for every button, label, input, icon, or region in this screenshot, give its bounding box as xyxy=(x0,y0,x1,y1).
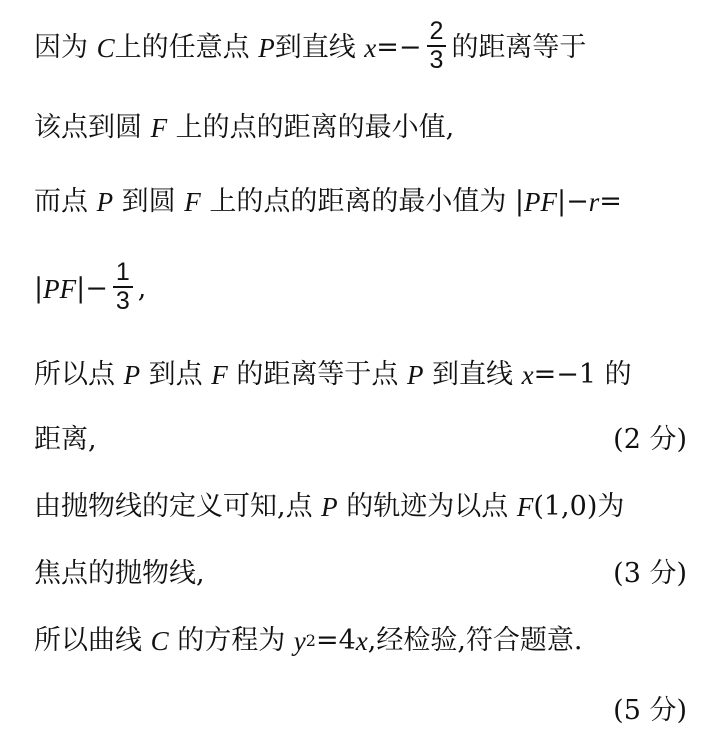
line-text: 的轨迹为以点 xyxy=(337,491,517,522)
fraction-denominator: 3 xyxy=(427,45,447,74)
math-variable: F xyxy=(150,113,168,143)
line-text: 由抛物线的定义可知,点 xyxy=(34,491,322,522)
math-variable: P xyxy=(123,360,141,390)
line-text: 上的点的距离的最小值为 | xyxy=(200,186,525,217)
math-operator: =− xyxy=(376,32,422,63)
math-variable: F xyxy=(184,187,201,217)
math-variable: x xyxy=(521,360,534,390)
line-text: 所以点 xyxy=(34,359,124,390)
fraction-denominator: 3 xyxy=(113,286,133,315)
text-line-3 xyxy=(34,185,687,219)
line-text: 到圆 xyxy=(113,186,185,217)
text-line-1 xyxy=(34,17,687,74)
line-text: 到点 xyxy=(140,359,212,390)
line-text: 到直线 xyxy=(274,32,365,63)
score-label: (5 分) xyxy=(613,695,687,726)
line-text: =−1 的 xyxy=(533,359,632,390)
text-line-9 xyxy=(34,624,687,658)
line-text: 该点到圆 xyxy=(34,112,151,143)
math-variable: PF xyxy=(524,187,558,217)
line-text: 上的点的距离的最小值, xyxy=(167,112,455,143)
line-text: 的距离等于点 xyxy=(227,359,407,390)
line-text: 而点 xyxy=(34,186,97,217)
line-text: 距离, xyxy=(34,424,97,455)
text-line-10 xyxy=(34,694,687,728)
math-exponent: 2 xyxy=(305,631,316,650)
line-text: 上的任意点 xyxy=(114,32,259,63)
score-label: (3 分) xyxy=(613,558,687,589)
math-operator: |− xyxy=(557,186,589,217)
line-text: 到直线 xyxy=(423,359,522,390)
math-variable: x xyxy=(364,33,377,63)
text-line-7 xyxy=(34,490,687,524)
math-variable: C xyxy=(150,626,169,656)
math-variable: P xyxy=(321,492,338,522)
fraction-numerator: 2 xyxy=(429,17,444,45)
math-operator: |− xyxy=(76,273,108,304)
line-text: 焦点的抛物线, xyxy=(34,558,205,589)
math-variable: P xyxy=(406,360,424,390)
math-variable: y xyxy=(293,626,306,656)
text-line-4 xyxy=(34,258,687,315)
math-variable: P xyxy=(258,33,275,63)
text-line-2 xyxy=(34,111,687,145)
line-text: 因为 xyxy=(34,32,97,63)
math-variable: F xyxy=(211,360,228,390)
line-text: 的方程为 xyxy=(168,625,294,656)
line-text: (1,0)为 xyxy=(533,491,625,522)
fraction xyxy=(427,18,447,74)
text-line-5 xyxy=(34,358,687,392)
fraction xyxy=(113,259,133,315)
math-operator: = xyxy=(599,186,622,217)
line-text: , xyxy=(137,273,147,304)
line-text: 的距离等于 xyxy=(451,32,587,63)
math-variable: F xyxy=(516,492,534,522)
math-operator: | xyxy=(34,273,44,304)
math-variable: P xyxy=(96,187,114,217)
line-text: ,经检验,符合题意. xyxy=(367,625,583,656)
math-variable: C xyxy=(96,33,115,63)
math-variable: PF xyxy=(43,274,77,304)
line-text: 所以曲线 xyxy=(34,625,151,656)
fraction-numerator: 1 xyxy=(115,258,130,286)
text-line-6 xyxy=(34,423,687,457)
score-label: (2 分) xyxy=(613,424,687,455)
math-operator: =4 xyxy=(315,625,356,656)
math-variable: x xyxy=(355,626,368,656)
text-line-8 xyxy=(34,557,687,591)
math-variable: r xyxy=(588,187,600,217)
